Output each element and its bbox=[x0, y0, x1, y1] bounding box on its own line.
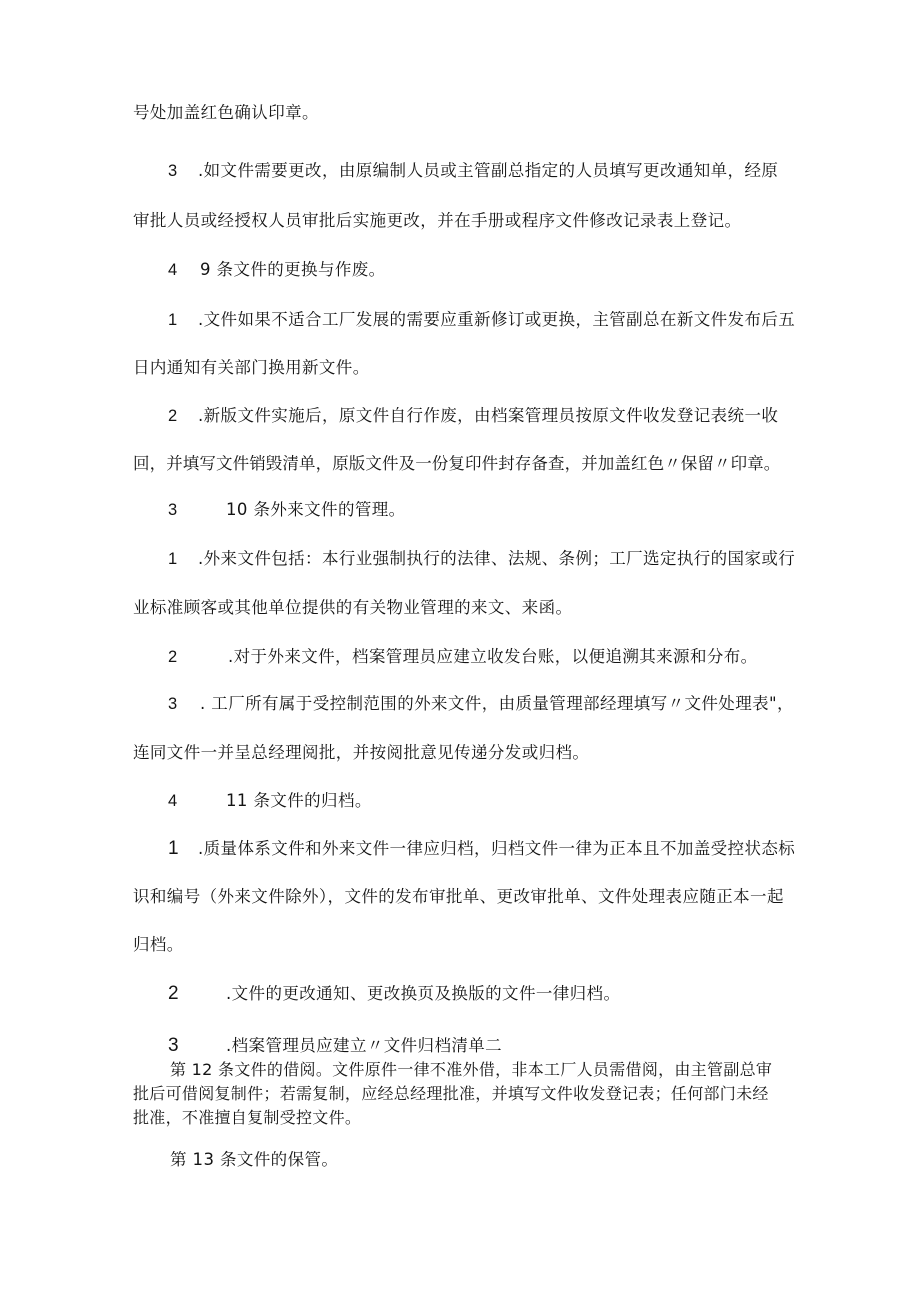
line-text: 审批人员或经授权人员审批后实施更改，并在手册或程序文件修改记录表上登记。 bbox=[133, 211, 742, 230]
list-item bbox=[168, 548, 795, 570]
item-number: 2 bbox=[168, 983, 179, 1004]
line-text: .文件的更改通知、更改换页及换版的文件一律归档。 bbox=[226, 984, 621, 1003]
text-line bbox=[133, 357, 370, 379]
list-item bbox=[168, 309, 795, 331]
text-line bbox=[133, 742, 589, 764]
item-number: 2 bbox=[168, 648, 178, 666]
item-number: 1 bbox=[168, 311, 178, 329]
line-text: 号处加盖红色确认印章。 bbox=[133, 103, 319, 122]
line-text: .质量体系文件和外来文件一律应归档，归档文件一律为正本且不加盖受控状态标 bbox=[198, 839, 796, 858]
line-text: .新版文件实施后，原文件自行作废，由档案管理员按原文件收发登记表统一收 bbox=[198, 406, 779, 425]
line-text: 归档。 bbox=[133, 935, 184, 954]
line-text: .如文件需要更改，由原编制人员或主管副总指定的人员填写更改通知单，经原 bbox=[198, 161, 779, 180]
text-line bbox=[133, 1083, 769, 1105]
text-line bbox=[133, 934, 184, 956]
section-heading bbox=[168, 790, 372, 812]
line-text: 批准，不准擅自复制受控文件。 bbox=[133, 1108, 362, 1127]
item-number: 1 bbox=[168, 550, 178, 568]
list-item bbox=[168, 838, 795, 860]
line-text: . 工厂所有属于受控制范围的外来文件，由质量管理部经理填写〃文件处理表"， bbox=[200, 694, 794, 713]
text-line bbox=[133, 886, 784, 908]
list-item bbox=[168, 983, 620, 1005]
list-item bbox=[168, 405, 778, 427]
section-heading bbox=[168, 499, 406, 521]
item-number: 1 bbox=[168, 838, 179, 859]
item-number: 3 bbox=[168, 162, 178, 180]
list-item bbox=[168, 646, 758, 668]
line-text: .外来文件包括：本行业强制执行的法律、法规、条例；工厂选定执行的国家或行 bbox=[198, 549, 796, 568]
section-heading bbox=[168, 259, 386, 281]
line-text: .对于外来文件，档案管理员应建立收发台账，以便追溯其来源和分布。 bbox=[228, 647, 758, 666]
line-text: 第 12 条文件的借阅。文件原件一律不准外借，非本工厂人员需借阅，由主管副总审 bbox=[170, 1060, 773, 1079]
line-text: 识和编号（外来文件除外），文件的发布审批单、更改审批单、文件处理表应随正本一起 bbox=[133, 887, 784, 906]
section-heading bbox=[170, 1149, 338, 1171]
line-text: 11 条文件的归档。 bbox=[226, 791, 372, 810]
item-number: 4 bbox=[168, 792, 178, 810]
line-text: 批后可借阅复制件；若需复制，应经总经理批准，并填写文件收发登记表；任何部门未经 bbox=[133, 1084, 769, 1103]
item-number: 3 bbox=[168, 695, 178, 713]
line-text: 10 条外来文件的管理。 bbox=[226, 500, 406, 519]
text-line bbox=[133, 1107, 361, 1129]
line-text: 业标准顾客或其他单位提供的有关物业管理的来文、来函。 bbox=[133, 598, 573, 617]
list-item bbox=[168, 160, 778, 182]
text-line bbox=[133, 210, 741, 232]
text-line bbox=[133, 453, 780, 475]
line-text: 连同文件一并呈总经理阅批，并按阅批意见传递分发或归档。 bbox=[133, 743, 590, 762]
text-line bbox=[133, 102, 319, 124]
section-heading bbox=[170, 1059, 772, 1081]
line-text: 回，并填写文件销毁清单，原版文件及一份复印件封存备查，并加盖红色〃保留〃印章。 bbox=[133, 454, 781, 473]
list-item bbox=[168, 693, 794, 715]
list-item bbox=[168, 1035, 502, 1057]
text-line bbox=[133, 597, 572, 619]
line-text: 第 13 条文件的保管。 bbox=[170, 1150, 339, 1169]
line-text: 日内通知有关部门换用新文件。 bbox=[133, 358, 370, 377]
line-text: 9 条文件的更换与作废。 bbox=[200, 260, 386, 279]
item-number: 3 bbox=[168, 501, 178, 519]
line-text: .文件如果不适合工厂发展的需要应重新修订或更换，主管副总在新文件发布后五 bbox=[198, 310, 796, 329]
line-text: .档案管理员应建立〃文件归档清单二 bbox=[226, 1036, 503, 1055]
item-number: 3 bbox=[168, 1035, 179, 1056]
item-number: 4 bbox=[168, 261, 178, 279]
item-number: 2 bbox=[168, 407, 178, 425]
